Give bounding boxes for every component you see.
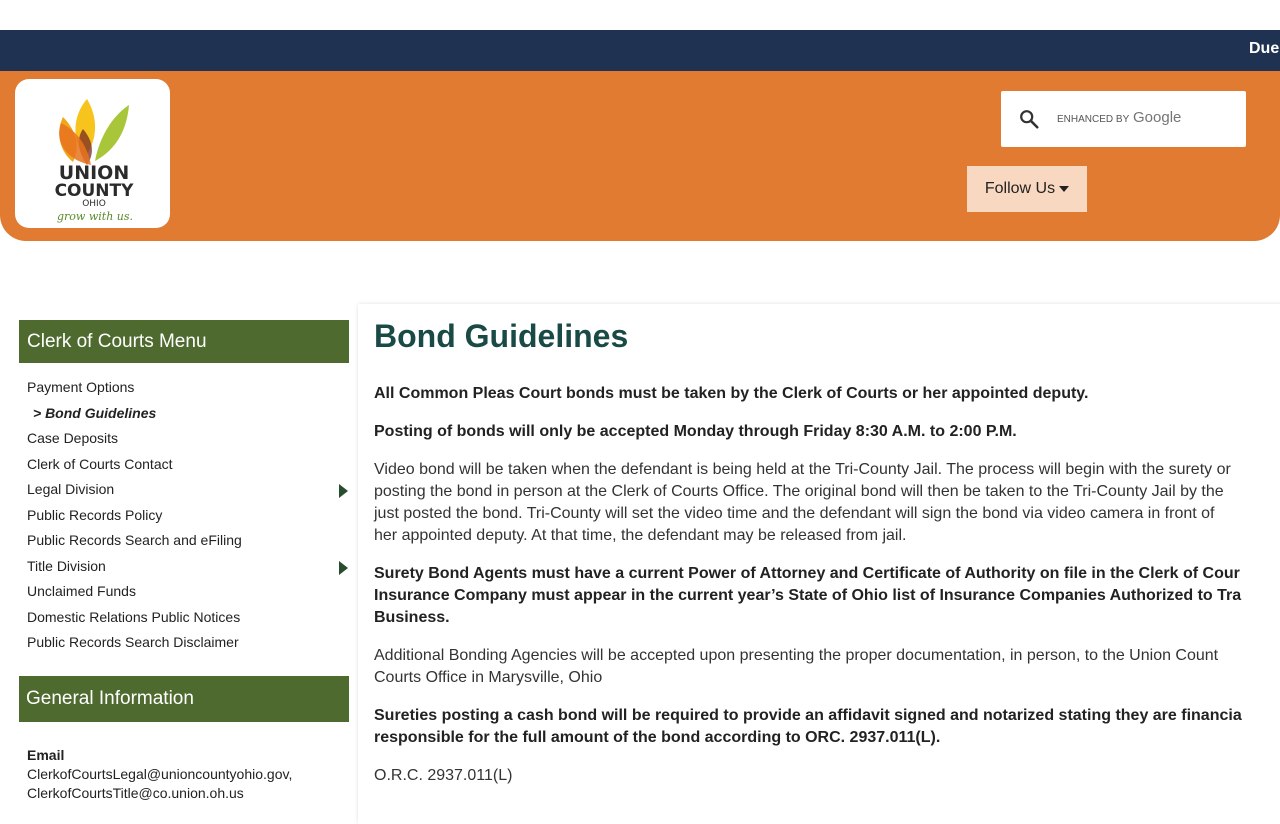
- sidebar-item-label[interactable]: Unclaimed Funds: [27, 583, 136, 599]
- sidebar-item-label[interactable]: Title Division: [27, 557, 106, 574]
- sidebar-item-label[interactable]: Legal Division: [27, 481, 115, 497]
- top-announcement-bar: [0, 30, 1280, 71]
- sidebar-item-label[interactable]: Clerk of Courts Contact: [27, 455, 173, 472]
- search-icon[interactable]: [1018, 108, 1040, 130]
- email-link-title[interactable]: ClerkofCourtsTitle@co.union.oh.us: [27, 784, 244, 801]
- logo-text-union: UNION: [58, 162, 130, 184]
- search-input[interactable]: [1057, 109, 1237, 129]
- general-info-heading: General Information: [19, 676, 349, 722]
- page-title: Bond Guidelines: [374, 318, 629, 354]
- paragraph-video-bond: [374, 459, 1280, 547]
- text-line: her appointed deputy. At that time, the defendant may be released from jail.: [374, 527, 907, 544]
- google-brand-label: Google: [1133, 109, 1182, 126]
- paragraph-surety-agents: [374, 563, 1280, 629]
- paragraph-orc-reference: O.R.C. 2937.011(L): [374, 767, 513, 784]
- sidebar-item-label[interactable]: Case Deposits: [27, 430, 119, 446]
- paragraph-posting-hours: Posting of bonds will only be accepted Monday through Friday 8:30 A.M. to 2:00 P.M.: [374, 423, 1017, 440]
- text-line: Sureties posting a cash bond will be required to provide an affidavit signed and notarized stating they are financia: [374, 707, 1242, 724]
- main-content: [358, 304, 1280, 824]
- text-line: posting the bond in person at the Clerk of Courts Office. The original bond will then be taken to the Tri-County Jail by the: [374, 483, 1224, 500]
- logo-text-ohio: OHIO: [82, 199, 106, 209]
- sidebar-item-label[interactable]: > Bond Guidelines: [33, 404, 157, 421]
- sidebar-item-label[interactable]: Public Records Search Disclaimer: [27, 634, 239, 650]
- paragraph-additional-agencies: [374, 645, 1280, 689]
- expand-arrow-icon[interactable]: [339, 561, 348, 575]
- text-line: Insurance Company must appear in the current year’s State of Ohio list of Insurance Companies Authorized to Tra: [374, 587, 1242, 604]
- paragraph-cash-bond: [374, 705, 1280, 749]
- site-search[interactable]: [1001, 91, 1246, 147]
- sidebar-item-domestic-relations[interactable]: [19, 605, 349, 631]
- sidebar-item-title-division[interactable]: [19, 554, 349, 580]
- text-line: responsible for the full amount of the bond according to ORC. 2937.011(L).: [374, 729, 941, 746]
- sidebar-item-label[interactable]: Payment Options: [27, 379, 135, 395]
- text-line: Surety Bond Agents must have a current Power of Attorney and Certificate of Authority on file in the Clerk of Cour: [374, 565, 1240, 582]
- text-line: Video bond will be taken when the defendant is being held at the Tri-County Jail. The process will begin with the surety or: [374, 461, 1231, 478]
- logo-tagline: grow with us.: [57, 210, 133, 223]
- article: [374, 318, 1280, 784]
- paragraph-bonds-taken: All Common Pleas Court bonds must be taken by the Clerk of Courts or her appointed deputy.: [374, 385, 1089, 402]
- announcement-ticker[interactable]: Due: [1249, 40, 1280, 57]
- sidebar-item-bond-guidelines[interactable]: [19, 401, 349, 427]
- sidebar-item-payment-options[interactable]: [19, 375, 349, 401]
- logo-text-county: COUNTY: [54, 181, 134, 201]
- sidebar-item-unclaimed-funds[interactable]: [19, 579, 349, 605]
- site-header: [0, 71, 1280, 241]
- sidebar-item-label[interactable]: Public Records Policy: [27, 506, 163, 523]
- clerk-menu: [19, 363, 349, 666]
- sidebar-menu-heading: Clerk of Courts Menu: [19, 320, 349, 363]
- sidebar-item-clerk-contact[interactable]: [19, 452, 349, 478]
- follow-us-label: Follow Us: [984, 180, 1056, 197]
- union-county-logo[interactable]: [15, 79, 170, 228]
- text-line: Business.: [374, 609, 450, 626]
- sidebar: [19, 320, 349, 803]
- text-line: just posted the bond. Tri-County will set the video time and the defendant will sign the bond via video camera in front of: [374, 505, 1215, 522]
- sidebar-item-public-records-search[interactable]: [19, 528, 349, 554]
- caret-down-icon: [1059, 186, 1069, 192]
- email-label: Email: [27, 746, 65, 763]
- text-line: Additional Bonding Agencies will be accepted upon presenting the proper documentation, in person, to the Union Count: [374, 647, 1219, 664]
- email-link-legal[interactable]: ClerkofCourtsLegal@unioncountyohio.gov,: [27, 765, 293, 782]
- general-info-block: [19, 722, 349, 803]
- follow-us-button[interactable]: [967, 166, 1087, 212]
- sidebar-item-public-records-policy[interactable]: [19, 503, 349, 529]
- sidebar-item-legal-division[interactable]: [19, 477, 349, 503]
- sidebar-item-case-deposits[interactable]: [19, 426, 349, 452]
- logo-graphic: [15, 79, 170, 228]
- text-line: Courts Office in Marysville, Ohio: [374, 669, 603, 686]
- sidebar-item-records-disclaimer[interactable]: [19, 630, 349, 656]
- expand-arrow-icon[interactable]: [339, 484, 348, 498]
- sidebar-item-label[interactable]: Public Records Search and eFiling: [27, 532, 242, 548]
- sidebar-item-label[interactable]: Domestic Relations Public Notices: [27, 608, 241, 625]
